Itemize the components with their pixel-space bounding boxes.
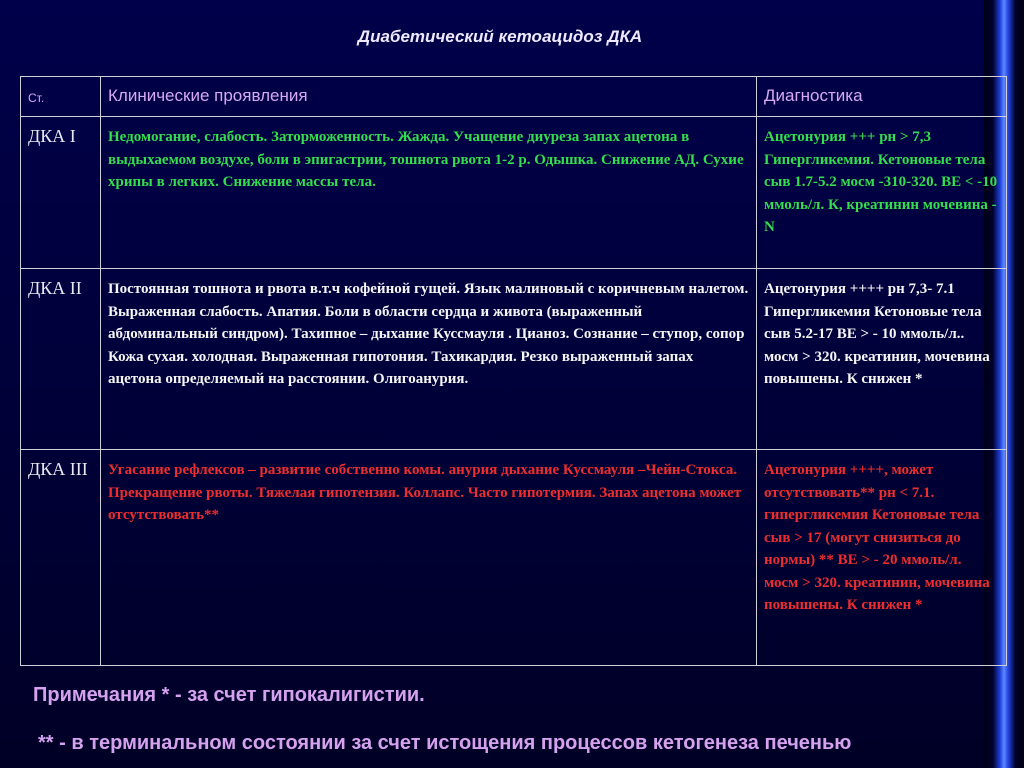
table-row-stage-2 bbox=[21, 269, 1007, 450]
slide-title: Диабетический кетоацидоз ДКА bbox=[357, 27, 643, 46]
stage-2-diagnostics: Ацетонурия ++++ рн 7,3- 7.1 Гипергликемия Кетоновые тела сыв 5.2-17 ВЕ > - 10 ммоль/л.. мосм > 320. креатинин, мочевина повышены. К снижен * bbox=[757, 269, 1007, 450]
table-row-stage-1 bbox=[21, 117, 1007, 269]
stage-3-clinical: Угасание рефлексов – развитие собственно комы. анурия дыхание Куссмауля –Чейн-Стокса. Прекращение рвоты. Тяжелая гипотензия. Коллапс. Часто гипотермия. Запах ацетона может отсутствовать** bbox=[101, 450, 757, 666]
stage-2-clinical: Постоянная тошнота и рвота в.т.ч кофейной гущей. Язык малиновый с коричневым налетом. Выраженная слабость. Апатия. Боли в области сердца и живота (выраженный абдоминальный синдром). Тахипное – дыхание Куссмауля . Цианоз. Сознание – ступор, сопор Кожа сухая. холодная. Выраженная гипотония. Тахикардия. Резко выраженный запах ацетона определяемый на расстоянии. Олигоанурия. bbox=[101, 269, 757, 450]
stage-3-diagnostics: Ацетонурия ++++, может отсутствовать** рн < 7.1. гипергликемия Кетоновые тела сыв > 17 (могут снизиться до нормы) ** ВЕ > - 20 ммоль/л. мосм > 320. креатинин, мочевина повышены. К снижен * bbox=[757, 450, 1007, 666]
footnote-2: ** - в терминальном состоянии за счет истощения процессов кетогенеза печенью bbox=[38, 732, 852, 754]
header-clinical: Клинические проявления bbox=[101, 77, 757, 117]
stage-1-diagnostics: Ацетонурия +++ рн > 7,3 Гипергликемия. Кетоновые тела сыв 1.7-5.2 мосм -310-320. ВЕ < -10 ммоль/л. К, креатинин мочевина - N bbox=[757, 117, 1007, 269]
header-stage: Ст. bbox=[21, 77, 101, 117]
dka-stages-table bbox=[20, 76, 1007, 666]
stage-1-clinical: Недомогание, слабость. Заторможенность. Жажда. Учащение диуреза запах ацетона в выдыхаемом воздухе, боли в эпигастрии, тошнота рвота 1-2 р. Одышка. Снижение АД. Сухие хрипы в легких. Снижение массы тела. bbox=[101, 117, 757, 269]
table-header-row bbox=[21, 77, 1007, 117]
footnote-1: Примечания * - за счет гипокалигистии. bbox=[33, 684, 425, 706]
table-row-stage-3 bbox=[21, 450, 1007, 666]
stage-3-label: ДКА III bbox=[21, 450, 101, 666]
stage-2-label: ДКА II bbox=[21, 269, 101, 450]
header-diagnostics: Диагностика bbox=[757, 77, 1007, 117]
stage-1-label: ДКА I bbox=[21, 117, 101, 269]
